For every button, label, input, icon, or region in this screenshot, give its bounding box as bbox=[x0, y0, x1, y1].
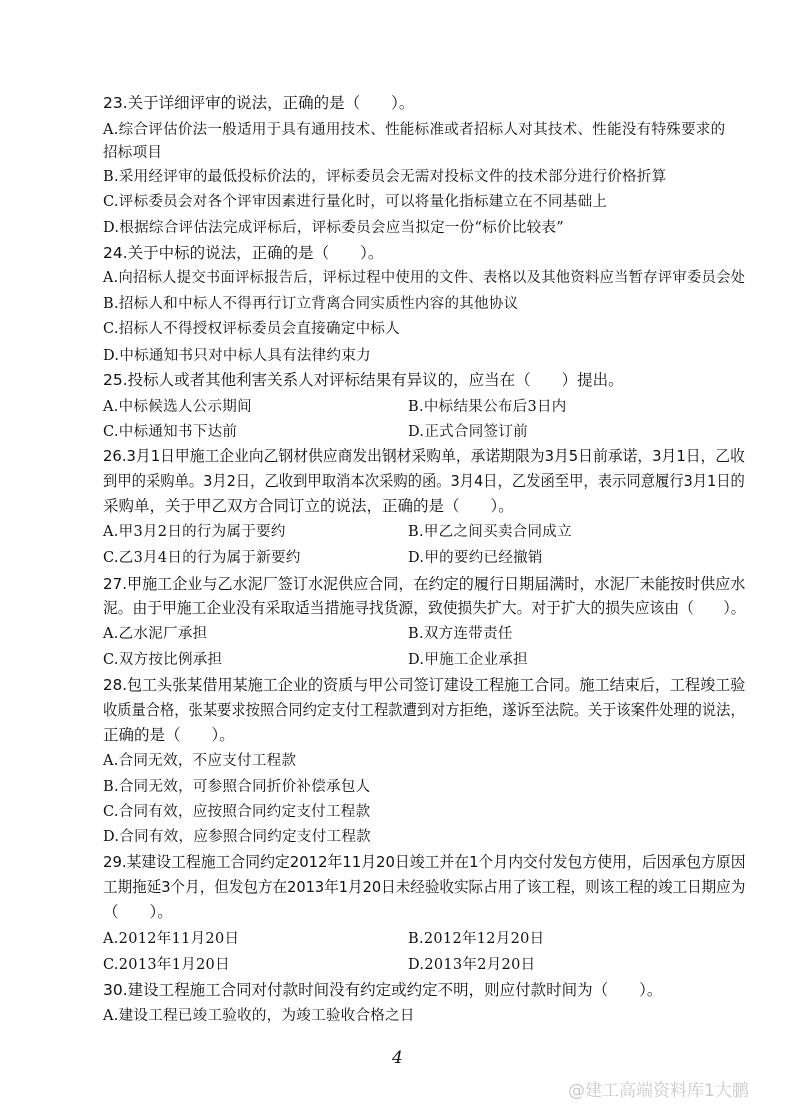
question-28-stem-3: 正确的是（ ）。 bbox=[103, 726, 235, 744]
q25-option-d: D.正式合同签订前 bbox=[408, 424, 528, 440]
q29-option-c: C.2013年1月20日 bbox=[103, 957, 230, 973]
q28-option-c: C.合同有效，应按照合同约定支付工程款 bbox=[103, 804, 371, 820]
q26-option-a: A.甲3月2日的行为属于要约 bbox=[103, 524, 286, 540]
question-29-stem-2: 工期拖延3个月，但发包方在2013年1月20日未经验收实际占用了该工程，则该工程的竣工日期应为 bbox=[103, 878, 746, 896]
q26-option-b: B.甲乙之间买卖合同成立 bbox=[408, 524, 572, 540]
q24-option-a: A.向招标人提交书面评标报告后，评标过程中使用的文件、表格以及其他资料应当暂存评审委员会处 bbox=[103, 270, 746, 286]
page-number: 4 bbox=[392, 1048, 403, 1068]
q30-option-a: A.建设工程已竣工验收的，为竣工验收合格之日 bbox=[103, 1008, 415, 1024]
q26-option-c: C.乙3月4日的行为属于新要约 bbox=[103, 550, 301, 566]
q28-option-d: D.合同有效，应参照合同约定支付工程款 bbox=[103, 829, 371, 845]
q23-option-a-cont: 招标项目 bbox=[103, 145, 163, 161]
question-27-stem-2: 泥。由于甲施工企业没有采取适当措施寻找货源，致使损失扩大。对于扩大的损失应该由（ ）。 bbox=[103, 599, 746, 617]
question-26-stem-2: 到甲的采购单。3月2日，乙收到甲取消本次采购的函。3月4日，乙发函至甲，表示同意履行3月1日的 bbox=[103, 472, 745, 490]
q29-option-d: D.2013年2月20日 bbox=[408, 957, 536, 973]
q23-option-d: D.根据综合评估法完成评标后，评标委员会应当拟定一份“标价比较表” bbox=[103, 220, 564, 236]
question-30-stem: 30.建设工程施工合同对付款时间没有约定或约定不明，则应付款时间为（ ）。 bbox=[103, 981, 663, 999]
q27-option-a: A.乙水泥厂承担 bbox=[103, 626, 208, 642]
q28-option-a: A.合同无效，不应支付工程款 bbox=[103, 753, 297, 769]
q27-option-d: D.甲施工企业承担 bbox=[408, 652, 528, 668]
q28-option-b: B.合同无效，可参照合同折价补偿承包人 bbox=[103, 779, 371, 795]
q23-option-b: B.采用经评审的最低投标价法的，评标委员会无需对投标文件的技术部分进行价格折算 bbox=[103, 169, 667, 185]
q24-option-d: D.中标通知书只对中标人具有法律约束力 bbox=[103, 348, 371, 364]
question-28-stem-1: 28.包工头张某借用某施工企业的资质与甲公司签订建设工程施工合同。施工结束后，工程竣工验 bbox=[103, 676, 746, 694]
question-25-stem: 25.投标人或者其他利害关系人对评标结果有异议的，应当在（ ）提出。 bbox=[103, 371, 624, 389]
q27-option-b: B.双方连带责任 bbox=[408, 626, 513, 642]
question-23-stem: 23.关于详细评审的说法，正确的是（ ）。 bbox=[103, 94, 415, 112]
question-26-stem-1: 26.3月1日甲施工企业向乙钢材供应商发出钢材采购单，承诺期限为3月5日前承诺，3月1日，乙收 bbox=[103, 447, 745, 465]
question-24-stem: 24.关于中标的说法，正确的是（ ）。 bbox=[103, 244, 384, 262]
q23-option-a: A.综合评估价法一般适用于具有通用技术、性能标准或者招标人对其技术、性能没有特殊要求的 bbox=[103, 122, 726, 138]
question-29-stem-3: （ ）。 bbox=[103, 903, 173, 921]
q25-option-b: B.中标结果公布后3日内 bbox=[408, 399, 567, 415]
q25-option-c: C.中标通知书下达前 bbox=[103, 424, 238, 440]
question-28-stem-2: 收质量合格，张某要求按照合同约定支付工程款遭到对方拒绝，遂诉至法院。关于该案件处理的说法， bbox=[103, 701, 745, 719]
question-29-stem-1: 29.某建设工程施工合同约定2012年11月20日竣工并在1个月内交付发包方使用，后因承包方原因 bbox=[103, 853, 746, 871]
question-27-stem-1: 27.甲施工企业与乙水泥厂签订水泥供应合同，在约定的履行日期届满时，水泥厂未能按时供应水 bbox=[103, 575, 746, 593]
q29-option-a: A.2012年11月20日 bbox=[103, 931, 240, 947]
q26-option-d: D.甲的要约已经撤销 bbox=[408, 550, 543, 566]
q25-option-a: A.中标候选人公示期间 bbox=[103, 399, 252, 415]
q24-option-c: C.招标人不得授权评标委员会直接确定中标人 bbox=[103, 321, 400, 337]
question-26-stem-3: 采购单，关于甲乙双方合同订立的说法，正确的是（ ）。 bbox=[103, 497, 514, 515]
q29-option-b: B.2012年12月20日 bbox=[408, 931, 545, 947]
watermark-text: @建工高端资料库1大鹏 bbox=[568, 1081, 749, 1101]
q24-option-b: B.招标人和中标人不得再行订立背离合同实质性内容的其他协议 bbox=[103, 296, 519, 312]
watermark bbox=[568, 1076, 749, 1101]
q27-option-c: C.双方按比例承担 bbox=[103, 652, 223, 668]
q23-option-c: C.评标委员会对各个评审因素进行量化时，可以将量化指标建立在不同基础上 bbox=[103, 194, 608, 210]
